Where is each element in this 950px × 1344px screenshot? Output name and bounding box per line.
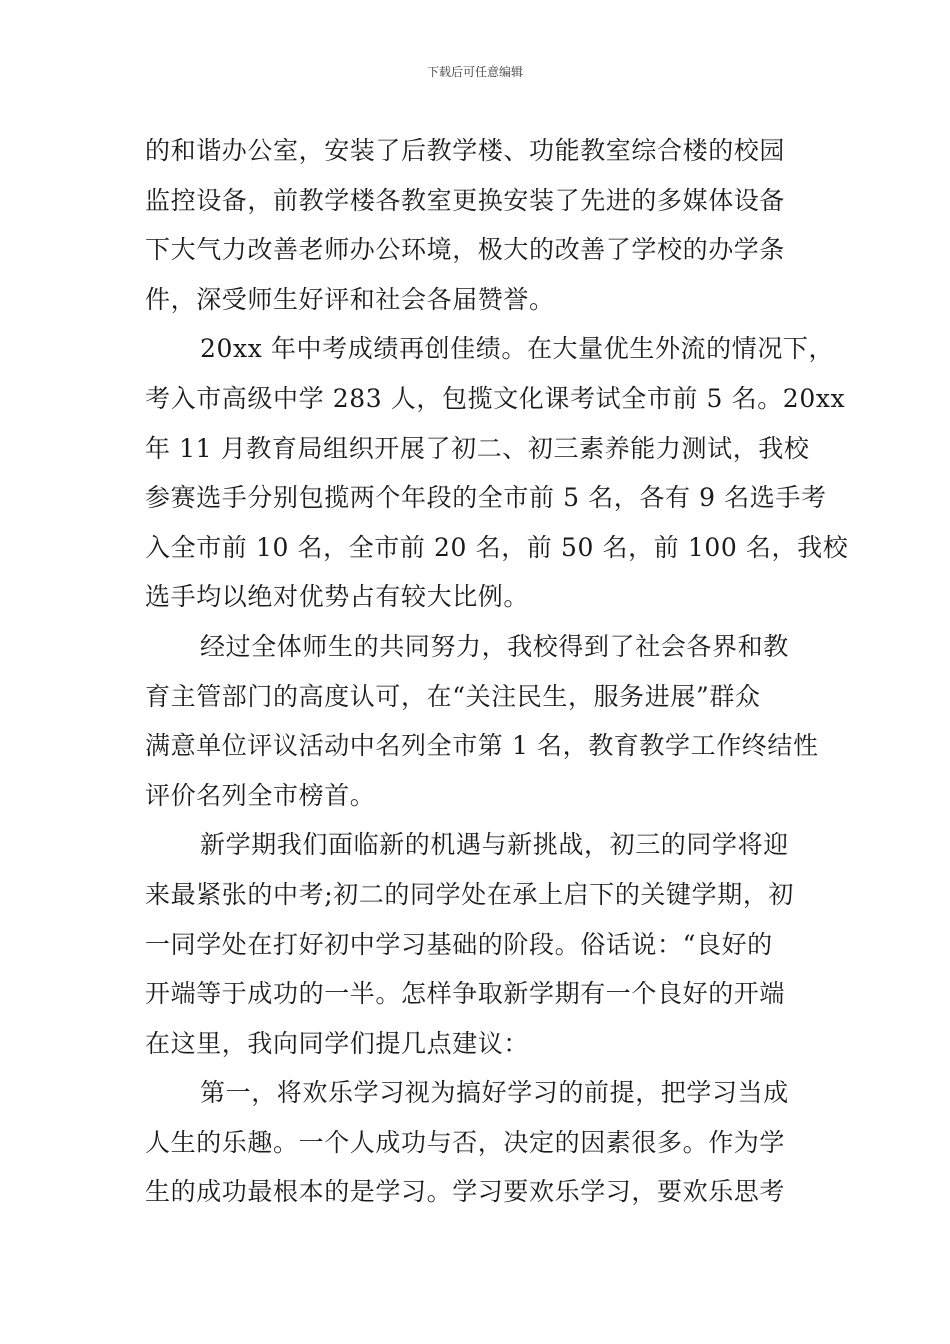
paragraph: [145, 324, 849, 622]
text-line: 下大气力改善老师办公环境，极大的改善了学校的办学条: [145, 235, 786, 265]
text-line: 人生的乐趣。一个人成功与否，决定的因素很多。作为学: [145, 1127, 786, 1157]
paragraph: [145, 1068, 815, 1217]
text-line: 来最紧张的中考;初二的同学处在承上启下的关键学期，初: [145, 879, 795, 909]
text-line: 开端等于成功的一半。怎样争取新学期有一个良好的开端: [145, 979, 786, 1009]
text-line: 考入市高级中学 283 人，包揽文化课考试全市前 5 名。20xx: [145, 383, 846, 413]
text-line: 年 11 月教育局组织开展了初二、初三素养能力测试，我校: [145, 433, 810, 463]
text-line: 的和谐办公室，安装了后教学楼、功能教室综合楼的校园: [145, 136, 786, 165]
text-line: 选手均以绝对优势占有较大比例。: [145, 582, 530, 612]
page-header: 下载后可任意编辑: [426, 65, 523, 79]
text-line: 参赛选手分别包揽两个年段的全市前 5 名，各有 9 名选手考: [145, 483, 827, 513]
text-line: 入全市前 10 名，全市前 20 名，前 50 名，前 100 名，我校: [145, 532, 849, 562]
text-line: 在这里，我向同学们提几点建议：: [145, 1028, 530, 1058]
text-line: 满意单位评议活动中名列全市第 1 名，教育教学工作终结性: [145, 731, 819, 761]
text-line: 评价名列全市榜首。: [145, 780, 376, 810]
paragraph: [145, 622, 819, 820]
text-line: 生的成功最根本的是学习。学习要欢乐学习，要欢乐思考: [145, 1177, 786, 1207]
text-line: 第一，将欢乐学习视为搞好学习的前提，把学习当成: [200, 1078, 789, 1108]
paragraph: [145, 820, 815, 1068]
document-body: [145, 126, 849, 1217]
text-line: 经过全体师生的共同努力，我校得到了社会各界和教: [200, 631, 789, 661]
text-line: 监控设备，前教学楼各教室更换安装了先进的多媒体设备: [145, 185, 786, 215]
text-line: 育主管部门的高度认可，在“关注民生，服务进展”群众: [145, 681, 761, 711]
text-line: 20xx 年中考成绩再创佳绩。在大量优生外流的情况下，: [200, 334, 835, 364]
paragraph: [145, 126, 815, 324]
text-line: 新学期我们面临新的机遇与新挑战，初三的同学将迎: [200, 830, 789, 860]
text-line: 一同学处在打好初中学习基础的阶段。俗话说：“良好的: [145, 929, 773, 959]
text-line: 件，深受师生好评和社会各届赞誉。: [145, 284, 555, 314]
